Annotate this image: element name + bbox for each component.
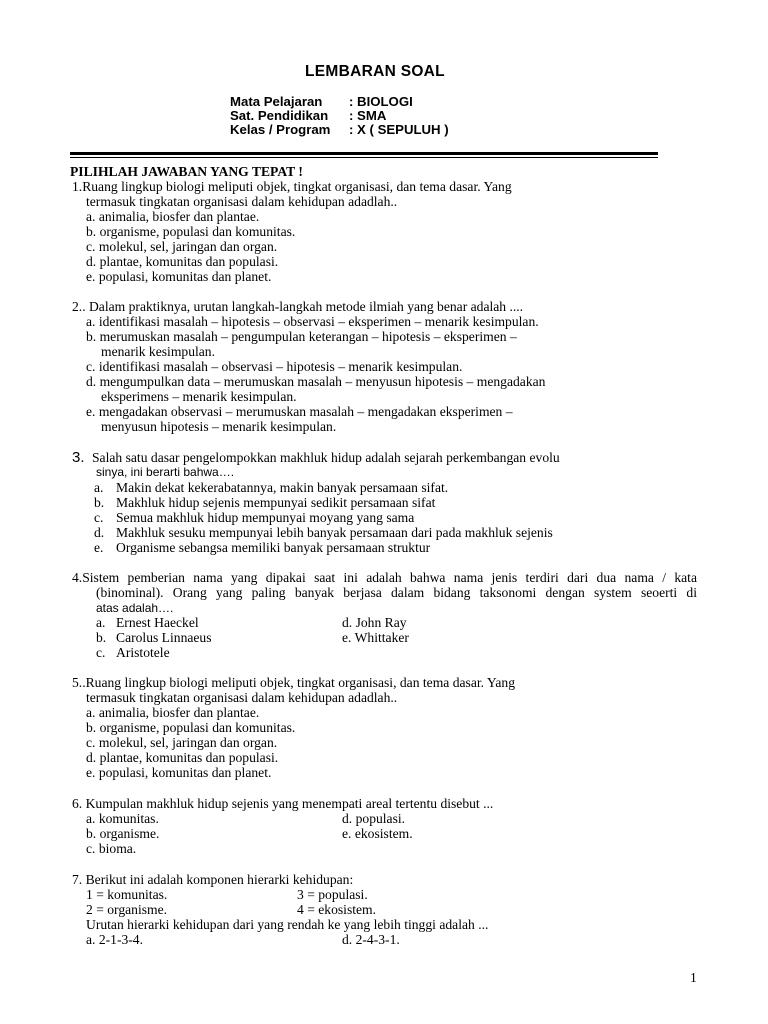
q4-option-c-letter: c.	[96, 645, 106, 660]
q6-stem: 6. Kumpulan makhluk hidup sejenis yang menempati areal tertentu disebut ...	[72, 796, 494, 811]
q7-item-1: 1 = komunitas.	[86, 887, 168, 902]
meta-label-subject: Mata Pelajaran	[230, 94, 323, 109]
q7-option-a: a. 2-1-3-4.	[86, 932, 143, 947]
instruction: PILIHLAH JAWABAN YANG TEPAT !	[70, 164, 303, 179]
q7-item-3: 3 = populasi.	[297, 887, 368, 902]
q3-stem-line2: sinya, ini berarti bahwa….	[96, 465, 235, 479]
q4-stem-line2: (binominal). Orang yang paling banyak berjasa dalam bidang taksonomi dengan system seoerti di	[96, 585, 697, 600]
q6-option-c: c. bioma.	[86, 841, 137, 856]
q5-option-d: d. plantae, komunitas dan populasi.	[86, 750, 279, 765]
q7-option-d: d. 2-4-3-1.	[342, 932, 400, 947]
q6-option-a: a. komunitas.	[86, 811, 159, 826]
q5-option-a: a. animalia, biosfer dan plantae.	[86, 705, 260, 720]
q3-option-b: Makhluk hidup sejenis mempunyai sedikit persamaan sifat	[116, 495, 436, 510]
header-divider-thin	[70, 157, 658, 158]
q5-option-c: c. molekul, sel, jaringan dan organ.	[86, 735, 278, 750]
q2-option-e: e. mengadakan observasi – merumuskan masalah – mengadakan eksperimen –	[86, 404, 513, 419]
q4-option-b: Carolus Linnaeus	[116, 630, 212, 645]
q7-item-2: 2 = organisme.	[86, 902, 168, 917]
q6-option-b: b. organisme.	[86, 826, 160, 841]
q4-option-a-letter: a.	[96, 615, 106, 630]
q3-option-a-letter: a.	[94, 480, 104, 495]
q4-option-c: Aristotele	[116, 645, 170, 660]
q2-option-c: c. identifikasi masalah – observasi – hipotesis – menarik kesimpulan.	[86, 359, 463, 374]
q2-option-d: d. mengumpulkan data – merumuskan masalah – menyusun hipotesis – mengadakan	[86, 374, 546, 389]
q1-option-a: a. animalia, biosfer dan plantae.	[86, 209, 260, 224]
meta-value-subject: : BIOLOGI	[349, 94, 413, 109]
meta-label-school: Sat. Pendidikan	[230, 108, 329, 123]
page-number: 1	[690, 970, 697, 985]
q6-option-d: d. populasi.	[342, 811, 406, 826]
q3-stem-line1: Salah satu dasar pengelompokkan makhluk hidup adalah sejarah perkembangan evolu	[92, 450, 560, 465]
q4-stem-line3: atas adalah….	[96, 601, 174, 615]
q4-option-b-letter: b.	[96, 630, 107, 645]
q3-option-d: Makhluk sesuku mempunyai lebih banyak persamaan dari pada makhluk sejenis	[116, 525, 553, 540]
q2-option-e-cont: menyusun hipotesis – menarik kesimpulan.	[101, 419, 337, 434]
q4-stem-line1: 4.Sistem pemberian nama yang dipakai saat ini adalah bahwa nama jenis terdiri dari dua nama / kata	[72, 570, 697, 585]
q5-option-e: e. populasi, komunitas dan planet.	[86, 765, 272, 780]
q2-option-b: b. merumuskan masalah – pengumpulan keterangan – hipotesis – eksperimen –	[86, 329, 517, 344]
q3-option-e-letter: e.	[94, 540, 104, 555]
q7-question: Urutan hierarki kehidupan dari yang rendah ke yang lebih tinggi adalah ...	[86, 917, 489, 932]
q7-item-4: 4 = ekosistem.	[297, 902, 377, 917]
q5-stem-line1: 5..Ruang lingkup biologi meliputi objek, tingkat organisasi, dan tema dasar. Yang	[72, 675, 516, 690]
q2-option-b-cont: menarik kesimpulan.	[101, 344, 216, 359]
q5-stem-line2: termasuk tingkatan organisasi dalam kehidupan adadlah..	[86, 690, 398, 705]
q3-option-e: Organisme sebangsa memiliki banyak persamaan struktur	[116, 540, 431, 555]
meta-value-school: : SMA	[349, 108, 387, 123]
q3-option-c: Semua makhluk hidup mempunyai moyang yang sama	[116, 510, 415, 525]
q2-option-d-cont: eksperimens – menarik kesimpulan.	[101, 389, 297, 404]
meta-label-class: Kelas / Program	[230, 122, 331, 137]
q3-option-d-letter: d.	[94, 525, 105, 540]
q1-option-d: d. plantae, komunitas dan populasi.	[86, 254, 279, 269]
q1-option-e: e. populasi, komunitas dan planet.	[86, 269, 272, 284]
q4-option-e: e. Whittaker	[342, 630, 409, 645]
q7-stem: 7. Berikut ini adalah komponen hierarki kehidupan:	[72, 872, 354, 887]
q1-option-b: b. organisme, populasi dan komunitas.	[86, 224, 296, 239]
q3-option-b-letter: b.	[94, 495, 105, 510]
q4-option-a: Ernest Haeckel	[116, 615, 199, 630]
meta-value-class: : X ( SEPULUH )	[349, 122, 449, 137]
header-divider-thick	[70, 152, 658, 155]
q1-option-c: c. molekul, sel, jaringan dan organ.	[86, 239, 278, 254]
q2-option-a: a. identifikasi masalah – hipotesis – observasi – eksperimen – menarik kesimpulan.	[86, 314, 539, 329]
q1-stem-line2: termasuk tingkatan organisasi dalam kehidupan adadlah..	[86, 194, 398, 209]
q1-stem-line1: 1.Ruang lingkup biologi meliputi objek, tingkat organisasi, dan tema dasar. Yang	[72, 179, 512, 194]
q2-stem: 2.. Dalam praktiknya, urutan langkah-langkah metode ilmiah yang benar adalah ....	[72, 299, 524, 314]
page-title: LEMBARAN SOAL	[305, 63, 445, 80]
q5-option-b: b. organisme, populasi dan komunitas.	[86, 720, 296, 735]
q4-option-d: d. John Ray	[342, 615, 407, 630]
q3-number: 3.	[72, 449, 85, 466]
q6-option-e: e. ekosistem.	[342, 826, 413, 841]
q3-option-a: Makin dekat kekerabatannya, makin banyak persamaan sifat.	[116, 480, 449, 495]
q3-option-c-letter: c.	[94, 510, 104, 525]
